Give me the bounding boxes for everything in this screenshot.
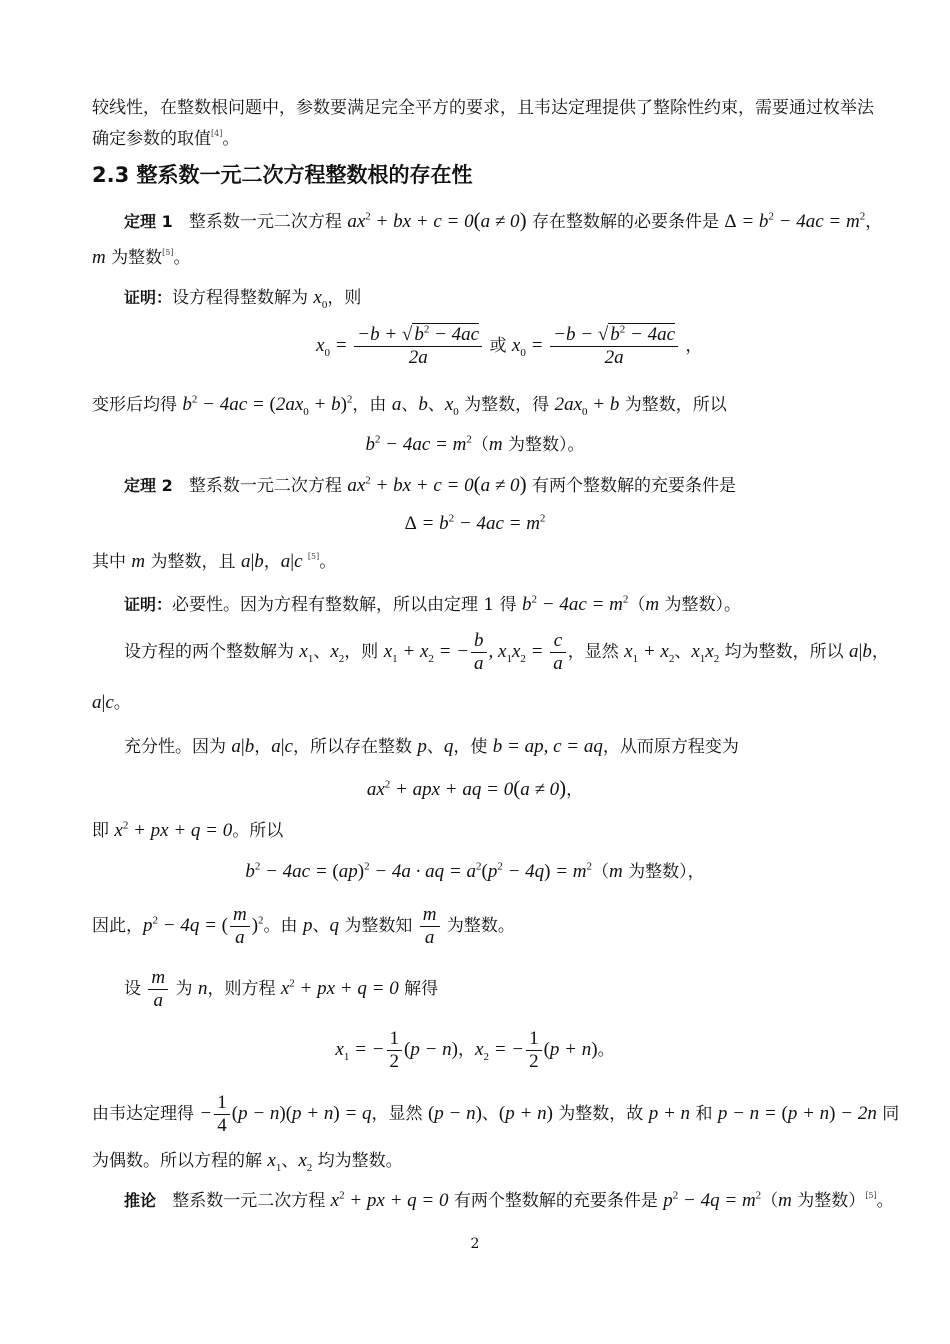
- equation: $b^2 - 4ac = (ap)^2 - 4a$ · aq = $a^2(p^2 - 4q) = m^2(m$ 为整数），: [245, 860, 705, 882]
- paragraph-line: 较线性，在整数根问题中，参数要满足完全平方的要求，且韦达定理提供了整除性约束，需要通过枚举法: [92, 98, 874, 118]
- paragraph-line: 确定参数的取值[4]。: [92, 129, 240, 149]
- equation-roots: $x_0$ = $\frac{-b + √ b^2 - 4ac}{2a}$ 或 $x_0$ = $\frac{-b - √ b^2 - 4ac}{2a}$ ，: [316, 323, 703, 368]
- paragraph-line: 其中 m 为整数，且 a|b，a|c [5]。: [92, 551, 337, 572]
- paragraph-line: 为偶数。所以方程的解 $x_1$、$x_2$ 均为整数。: [92, 1150, 403, 1174]
- paragraph-line: 由韦达定理得 − $\frac{1}{4}$ (p − n)(p + n) = q，显然 (p − n)、(p + n) 为整数，故 p + n 和 p − n = (p + n) − 2n 同: [92, 1092, 900, 1136]
- paragraph-line: 变形后均得 $b^2 - 4ac = (2ax_0 + b)^2$，由 a、b、$x_0$ 为整数，得 $2ax_0 + b$ 为整数，所以: [92, 393, 727, 418]
- paragraph-line: 因此，$p^2 - 4q$ = ( $\frac{m}{a}$ )$^2$。由 p、q 为整数知 $\frac{m}{a}$ 为整数。: [92, 904, 515, 948]
- page-number: 2: [470, 1236, 480, 1252]
- paragraph-line: m 为整数[5]。: [92, 247, 191, 268]
- equation: $x_1$ = − $\frac{1}{2}$ (p − n)，$x_2$ = − $\frac{1}{2}$ (p + n)。: [335, 1028, 615, 1072]
- paragraph-line: a|c。: [92, 692, 131, 713]
- proof-2: 证明：必要性。因为方程有整数解，所以由定理 1 得 $b^2 - 4ac = m^2(m$ 为整数）。: [124, 593, 741, 615]
- equation: $b^2 - 4ac = m^2(m$ 为整数）。: [365, 433, 585, 455]
- section-heading: 2.3 整系数一元二次方程整数根的存在性: [92, 163, 473, 187]
- equation: $ax^2$ + apx + aq = 0(a ≠ 0)，: [366, 776, 584, 800]
- proof-1: 证明：设方程得整数解为 $x_0$，则: [124, 287, 362, 311]
- theorem-1: 定理 1 整系数一元二次方程 $ax^2$ + bx + c = 0(a ≠ 0) 存在整数解的必要条件是 $\Delta = b^2 - 4ac = m^2$，: [124, 208, 883, 232]
- paragraph-line: 即 $x^2$ + px + q = 0。所以: [92, 819, 284, 841]
- equation: $\Delta = b^2 - 4ac = m^2$: [404, 512, 546, 534]
- theorem-2: 定理 2 整系数一元二次方程 $ax^2$ + bx + c = 0(a ≠ 0) 有两个整数解的充要条件是: [124, 472, 736, 496]
- paragraph-line: 设方程的两个整数解为 $x_1$、$x_2$，则 $x_1 + x_2$ = − $\frac{b}{a}$ , $x_1x_2$ = $\frac{c}{a}$ ，显然 $x_1 + x_2$、$x_1x_2$ 均为整数，所以 a|b，: [124, 630, 889, 674]
- corollary: 推论 整系数一元二次方程 $x^2$ + px + q = 0 有两个整数解的充要条件是 $p^2 - 4q = m^2(m$ 为整数）[5]。: [124, 1189, 894, 1211]
- paragraph-line: 设 $\frac{m}{a}$ 为 n，则方程 $x^2$ + px + q = 0 解得: [124, 967, 439, 1011]
- citation: [4]: [211, 129, 223, 138]
- paragraph-line: 充分性。因为 a|b，a|c，所以存在整数 p、q，使 b = ap, c = aq，从而原方程变为: [124, 736, 739, 757]
